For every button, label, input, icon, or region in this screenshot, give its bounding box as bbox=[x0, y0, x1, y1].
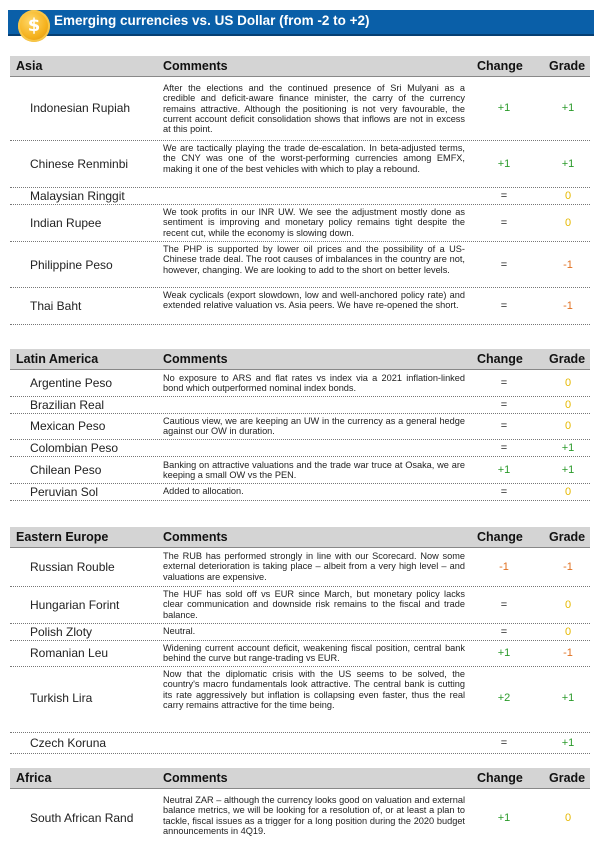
table-row bbox=[10, 733, 590, 754]
section-header bbox=[10, 527, 590, 548]
table-row bbox=[10, 188, 590, 205]
region-heading: Latin America bbox=[16, 352, 99, 366]
currency-comment: No exposure to ARS and flat rates vs index via a 2021 inflation-linked bond which outperformed nominal index bonds. bbox=[163, 373, 465, 394]
currency-name: Russian Rouble bbox=[30, 560, 115, 574]
grade-heading: Grade bbox=[549, 352, 586, 366]
grade-value: 0 bbox=[564, 377, 572, 389]
section-latin-america bbox=[10, 349, 590, 501]
comments-heading: Comments bbox=[163, 771, 228, 785]
change-value: = bbox=[500, 300, 508, 312]
table-row bbox=[10, 370, 590, 397]
currency-name: Thai Baht bbox=[30, 299, 82, 313]
grade-value: 0 bbox=[564, 420, 572, 432]
table-row bbox=[10, 141, 590, 188]
region-heading: Eastern Europe bbox=[16, 530, 109, 544]
table-row bbox=[10, 205, 590, 242]
table-row bbox=[10, 457, 590, 484]
change-value: +1 bbox=[497, 464, 511, 476]
change-value: +1 bbox=[497, 647, 511, 659]
currency-name: Colombian Peso bbox=[30, 441, 119, 455]
region-heading: Africa bbox=[16, 771, 52, 785]
currency-comment: The PHP is supported by lower oil prices and the possibility of a US-Chinese trade deal. The root causes of imbalances in the country are not, however, changing. We are looking to add to the short on better levels. bbox=[163, 244, 465, 275]
grade-value: 0 bbox=[564, 486, 572, 498]
change-heading: Change bbox=[477, 530, 523, 544]
grade-value: -1 bbox=[563, 300, 573, 312]
currency-name: Philippine Peso bbox=[30, 258, 113, 272]
grade-value: 0 bbox=[564, 190, 572, 202]
change-value: = bbox=[500, 599, 508, 611]
change-value: = bbox=[500, 626, 508, 638]
change-value: +1 bbox=[497, 158, 511, 170]
grade-value: +1 bbox=[561, 737, 575, 749]
page-title: Emerging currencies vs. US Dollar (from -2 to +2) bbox=[54, 13, 370, 28]
table-row bbox=[10, 548, 590, 587]
table-row bbox=[10, 587, 590, 624]
currency-name: Mexican Peso bbox=[30, 419, 106, 433]
grade-value: -1 bbox=[563, 561, 573, 573]
change-value: = bbox=[500, 399, 508, 411]
grade-value: +1 bbox=[561, 464, 575, 476]
grade-heading: Grade bbox=[549, 59, 586, 73]
currency-name: Indian Rupee bbox=[30, 216, 102, 230]
change-value: = bbox=[500, 442, 508, 454]
table-row bbox=[10, 288, 590, 325]
grade-value: -1 bbox=[563, 647, 573, 659]
table-row bbox=[10, 641, 590, 667]
grade-value: -1 bbox=[563, 259, 573, 271]
currency-comment: Banking on attractive valuations and the trade war truce at Osaka, we are keeping a small OW vs the PEN. bbox=[163, 460, 465, 481]
currency-comment: Added to allocation. bbox=[163, 486, 244, 496]
change-value: -1 bbox=[499, 561, 509, 573]
currency-name: Peruvian Sol bbox=[30, 485, 99, 499]
currency-name: Czech Koruna bbox=[30, 736, 107, 750]
currency-name: Malaysian Ringgit bbox=[30, 189, 125, 203]
table-row bbox=[10, 789, 590, 845]
grade-value: +1 bbox=[561, 102, 575, 114]
table-row bbox=[10, 440, 590, 457]
table-row bbox=[10, 624, 590, 641]
change-value: = bbox=[500, 486, 508, 498]
currency-name: Indonesian Rupiah bbox=[30, 101, 131, 115]
grade-value: +1 bbox=[561, 158, 575, 170]
currency-name: Turkish Lira bbox=[30, 691, 93, 705]
section-header bbox=[10, 768, 590, 789]
change-value: = bbox=[500, 259, 508, 271]
change-value: = bbox=[500, 217, 508, 229]
section-asia bbox=[10, 56, 590, 325]
grade-value: 0 bbox=[564, 599, 572, 611]
section-africa bbox=[10, 768, 590, 845]
region-heading: Asia bbox=[16, 59, 43, 73]
grade-value: 0 bbox=[564, 217, 572, 229]
table-row bbox=[10, 397, 590, 414]
currency-name: South African Rand bbox=[30, 811, 134, 825]
currency-comment: Neutral. bbox=[163, 626, 196, 636]
grade-value: 0 bbox=[564, 626, 572, 638]
dollar-coin-icon bbox=[18, 10, 50, 42]
grade-heading: Grade bbox=[549, 771, 586, 785]
change-value: = bbox=[500, 190, 508, 202]
table-row bbox=[10, 667, 590, 733]
dollar-symbol: $ bbox=[27, 15, 41, 36]
change-value: = bbox=[500, 377, 508, 389]
comments-heading: Comments bbox=[163, 352, 228, 366]
currency-name: Chinese Renminbi bbox=[30, 157, 129, 171]
table-row bbox=[10, 414, 590, 440]
currency-name: Polish Zloty bbox=[30, 625, 93, 639]
currency-comment: We are tactically playing the trade de-escalation. In beta-adjusted terms, the CNY was one of the worst-performing currencies among EMFX, making it one of the best vehicles with which to play a rebound. bbox=[163, 143, 465, 174]
section-header bbox=[10, 56, 590, 77]
currency-comment: Now that the diplomatic crisis with the US seems to be solved, the country's macro fundamentals look attractive. The central bank is cutting its rate aggressively but inflation is collapsing even faster, thus the real carry remains attractive for the time being. bbox=[163, 669, 465, 710]
currency-comment: Neutral ZAR – although the currency looks good on valuation and external balance metrics, we will be looking for a resolution of, or at least a plan to tackle, fiscal issues as a trigger for a long position during the 2020 budget announcements in 4Q19. bbox=[163, 795, 465, 836]
change-heading: Change bbox=[477, 771, 523, 785]
section-eastern-europe bbox=[10, 527, 590, 754]
currency-comment: Cautious view, we are keeping an UW in the currency as a general hedge against our OW in duration. bbox=[163, 416, 465, 437]
table-row bbox=[10, 77, 590, 141]
currency-name: Hungarian Forint bbox=[30, 598, 120, 612]
change-value: = bbox=[500, 737, 508, 749]
title-bar bbox=[8, 10, 594, 36]
comments-heading: Comments bbox=[163, 530, 228, 544]
grade-value: 0 bbox=[564, 399, 572, 411]
change-heading: Change bbox=[477, 352, 523, 366]
table-row bbox=[10, 242, 590, 288]
grade-value: +1 bbox=[561, 692, 575, 704]
change-heading: Change bbox=[477, 59, 523, 73]
currency-name: Romanian Leu bbox=[30, 646, 109, 660]
currency-comment: Weak cyclicals (export slowdown, low and well-anchored policy rate) and extended relative valuation vs. Asia peers. We have re-opened the short. bbox=[163, 290, 465, 311]
currency-comment: The RUB has performed strongly in line with our Scorecard. Now some external deterioration is taking place – albeit from a very high level – and valuations are expensive. bbox=[163, 551, 465, 582]
currency-comment: Widening current account deficit, weakening fiscal position, central bank behind the curve but range-trading vs EUR. bbox=[163, 643, 465, 664]
table-row bbox=[10, 484, 590, 501]
change-value: = bbox=[500, 420, 508, 432]
grade-heading: Grade bbox=[549, 530, 586, 544]
currency-comment: We took profits in our INR UW. We see the adjustment mostly done as sentiment is improving and monetary policy remains tight despite the recent cut, while the economy is slowing down. bbox=[163, 207, 465, 238]
change-value: +1 bbox=[497, 812, 511, 824]
grade-value: 0 bbox=[564, 812, 572, 824]
comments-heading: Comments bbox=[163, 59, 228, 73]
currency-comment: The HUF has sold off vs EUR since March, but monetary policy lacks clear communication and downside risk remains to the fiscal and trade balance. bbox=[163, 589, 465, 620]
currency-name: Brazilian Real bbox=[30, 398, 105, 412]
currency-name: Argentine Peso bbox=[30, 376, 113, 390]
section-header bbox=[10, 349, 590, 370]
currency-name: Chilean Peso bbox=[30, 463, 102, 477]
change-value: +2 bbox=[497, 692, 511, 704]
change-value: +1 bbox=[497, 102, 511, 114]
grade-value: +1 bbox=[561, 442, 575, 454]
currency-comment: After the elections and the continued presence of Sri Mulyani as a credible and deficit-aware finance minister, the carry of the currency remains attractive. Although the positioning is not very favourable, the current account deficit consolidation shows that inflows are not in excess at this point. bbox=[163, 83, 465, 135]
